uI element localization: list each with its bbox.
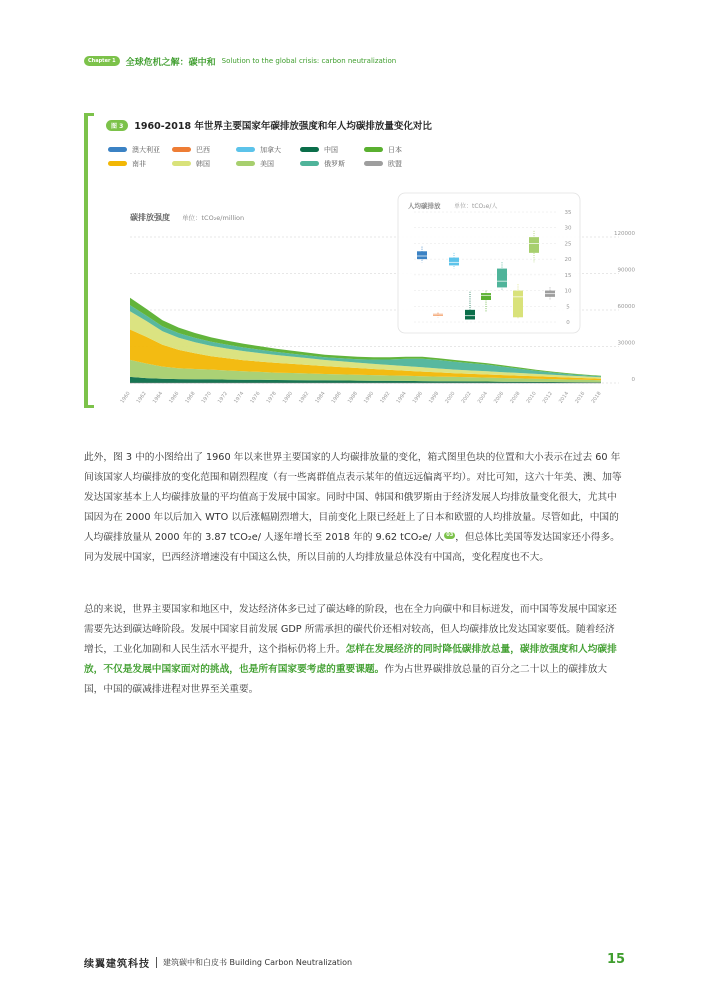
legend-label: 欧盟 — [388, 159, 402, 168]
text-run: ，但总体比美国等发达国家还小得多。同为发展中国家，巴西经济增速没有中国这么快，所以目前的人均排放量总体没有中国高，变化程度也不大。 — [84, 532, 620, 563]
x-tick-label: 1988 — [346, 390, 360, 405]
x-tick-label: 1980 — [281, 390, 295, 405]
x-tick-label: 2018 — [590, 390, 603, 405]
legend-item — [300, 145, 364, 154]
x-tick-label: 1978 — [265, 390, 278, 405]
legend-label: 美国 — [260, 159, 274, 168]
legend-swatch — [108, 161, 127, 166]
x-tick-label: 1994 — [395, 390, 408, 405]
inset-tick-label: 10 — [564, 288, 572, 295]
legend-label: 加拿大 — [260, 145, 281, 154]
legend-label: 韩国 — [196, 159, 210, 168]
inset-tick-label: 25 — [564, 241, 572, 248]
y-tick-label: 60000 — [617, 304, 635, 310]
y-tick-label: 0 — [631, 377, 635, 383]
legend-item — [172, 159, 236, 168]
footnote-ref: 03 — [446, 531, 454, 538]
x-tick-label: 1966 — [168, 390, 181, 405]
footer-title: 建筑碳中和白皮书 Building Carbon Neutralization — [163, 958, 353, 967]
y-tick-label: 30000 — [617, 340, 635, 347]
legend-swatch — [236, 147, 255, 152]
x-tick-label: 2010 — [525, 390, 538, 405]
figure-frame — [84, 113, 88, 408]
x-tick-label: 2008 — [509, 390, 522, 405]
inset-tick-label: 5 — [566, 304, 570, 311]
legend-label: 巴西 — [196, 145, 210, 154]
inset-title: 人均碳排放 — [408, 202, 441, 210]
legend-swatch — [172, 161, 191, 166]
inset-unit: 单位：tCO₂e/人 — [454, 203, 498, 210]
x-tick-label: 1982 — [298, 390, 311, 405]
legend-item — [236, 145, 300, 154]
legend-label: 中国 — [324, 145, 338, 154]
inset-tick-label: 35 — [564, 210, 572, 216]
box-6 — [513, 291, 523, 318]
x-tick-label: 1976 — [249, 390, 262, 405]
text-run: 作为占世界碳排放总量的百分之二十以上的碳排放大国，中国的碳减排进程对世界至关重要。 — [84, 664, 608, 695]
legend-swatch — [300, 161, 319, 166]
x-tick-label: 2006 — [492, 390, 506, 405]
legend-item — [236, 159, 300, 168]
inset-tick-label: 30 — [564, 225, 572, 232]
text-run: 总的来说，世界主要国家和地区中，发达经济体多已过了碳达峰的阶段，也在全力向碳中和目标迸发，而中国等发展中国家还需要先达到碳达峰阶段。发展中国家目前发展 GDP 所需承担的碳代价还相对较高，但人均碳排放比发达国家要低。随着经济增长，工业化加剧和人民生活水平提升，这个指标仍将上升。 — [84, 604, 617, 655]
chapter-title-en: Solution to the global crisis: carbon neutralization — [221, 57, 397, 65]
legend-item — [364, 145, 428, 154]
legend-item — [172, 145, 236, 154]
x-tick-label: 1984 — [314, 390, 327, 405]
y-tick-label: 90000 — [617, 267, 635, 274]
legend-swatch — [364, 161, 383, 166]
legend-label: 南非 — [132, 159, 146, 168]
x-tick-label: 1992 — [379, 390, 392, 405]
inset-tick-label: 15 — [564, 272, 572, 279]
x-tick-label: 2016 — [574, 390, 587, 405]
inset-panel — [398, 193, 580, 333]
x-tick-label: 2000 — [444, 390, 457, 405]
footer-divider — [156, 957, 157, 968]
inset-tick-label: 0 — [566, 320, 570, 326]
x-tick-label: 1974 — [233, 390, 246, 405]
paragraph-1 — [84, 448, 624, 568]
footer-brand: 续翼建筑科技 — [84, 959, 150, 970]
figure-title: 1960-2018 年世界主要国家年碳排放强度和年人均碳排放量变化对比 — [134, 121, 432, 132]
text-run: 此外，图 3 中的小图给出了 1960 年以来世界主要国家的人均碳排放量的变化，箱式图里色块的位置和大小表示在过去 60 年间该国家人均碳排放的变化范围和剧烈程度（有一些离群值点表示某年的值远远偏离平均）。对比可知，这六十年美、澳、加等发达国家基本上人均碳排放量的平均值高于发展中国家。同时中国、韩国和俄罗斯由于经济发展人均排放量变化很大，尤其中国因为在 2000 年以后加入 WTO 以后涨幅剧烈增大，目前变化上限已经赶上了日本和欧盟的人均排放量。尽管如此，中国的人均碳排放量从 2000 年的 3.87 tCO₂e/ 人逐年增长至 2018 年的 9.62 tCO₂e/ 人 — [84, 452, 622, 543]
legend-label: 澳大利亚 — [132, 145, 160, 154]
box-0 — [417, 251, 427, 259]
chapter-chip: Chapter 1 — [84, 56, 120, 66]
legend-item — [108, 159, 172, 168]
legend-label: 俄罗斯 — [324, 159, 345, 168]
legend-swatch — [172, 147, 191, 152]
box-5 — [497, 269, 507, 288]
x-tick-label: 2002 — [460, 390, 473, 405]
legend-item — [108, 145, 172, 154]
y-axis-unit: 单位：tCO₂e/million — [182, 214, 245, 222]
legend-item — [300, 159, 364, 168]
legend-swatch — [364, 147, 383, 152]
x-tick-label: 2004 — [476, 390, 489, 405]
chart-legend — [108, 145, 428, 168]
box-7 — [529, 237, 539, 253]
x-tick-label: 1998 — [428, 390, 441, 405]
y-tick-label: 120000 — [614, 231, 635, 237]
legend-swatch — [300, 147, 319, 152]
x-tick-label: 2012 — [541, 390, 554, 405]
paragraph-2 — [84, 600, 624, 700]
emission-chart — [96, 190, 641, 415]
x-tick-label: 1990 — [363, 390, 376, 405]
box-3 — [465, 310, 475, 320]
legend-swatch — [236, 161, 255, 166]
page-footer — [84, 955, 352, 970]
figure-caption — [106, 118, 432, 132]
x-tick-label: 1960 — [119, 390, 132, 405]
x-tick-label: 1972 — [216, 390, 230, 405]
legend-label: 日本 — [388, 145, 402, 154]
box-4 — [481, 293, 491, 300]
inset-tick-label: 20 — [564, 257, 572, 264]
chapter-header — [84, 54, 396, 68]
figure-tag: 图 3 — [106, 120, 128, 131]
y-axis-title: 碳排放强度 — [130, 213, 170, 222]
x-tick-label: 1968 — [184, 390, 197, 405]
x-tick-label: 1970 — [200, 390, 213, 405]
box-2 — [449, 258, 459, 266]
x-tick-label: 1996 — [411, 390, 424, 405]
legend-item — [364, 159, 428, 168]
x-tick-label: 1986 — [330, 390, 343, 405]
chapter-title-cn: 全球危机之解：碳中和 — [125, 57, 216, 68]
legend-swatch — [108, 147, 127, 152]
x-tick-label: 2014 — [557, 390, 571, 405]
x-tick-label: 1962 — [135, 390, 148, 405]
x-tick-label: 1964 — [151, 390, 165, 405]
highlight-text: 怎样在发展经济的同时降低碳排放总量，碳排放强度和人均碳排放，不仅是发展中国家面对的挑战，也是所有国家要考虑的重要课题。 — [84, 644, 617, 675]
page-number: 15 — [607, 952, 626, 967]
